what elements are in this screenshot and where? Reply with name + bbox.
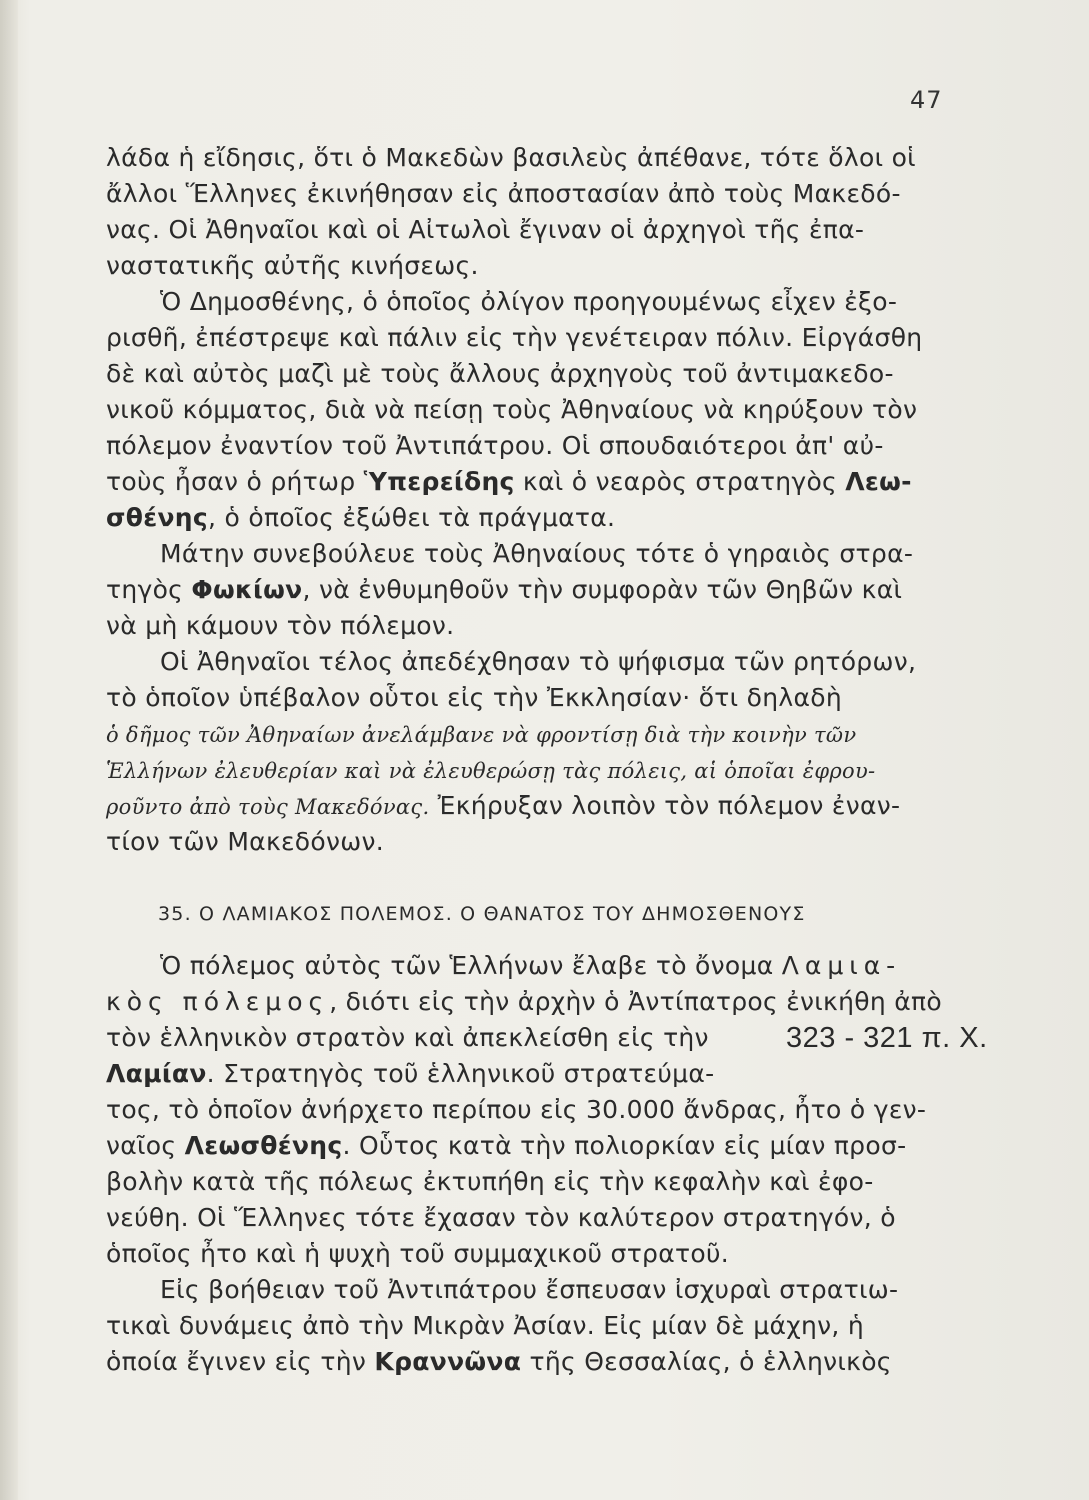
text-line <box>106 752 976 788</box>
text-line: νας. Οἱ Ἀθηναῖοι καὶ οἱ Αἰτωλοὶ ἔγιναν οἱ ἀρχηγοὶ τῆς ἐπα- <box>106 215 865 244</box>
body-text <box>106 140 988 1380</box>
text-run: τῆς Θεσσαλίας, ὁ ἑλληνικὸς <box>521 1347 892 1376</box>
text-line <box>106 1128 976 1164</box>
text-line <box>106 1020 988 1056</box>
text-run: , νὰ ἐνθυμηθοῦν τὴν συμφορὰν τῶν Θηβῶν καὶ <box>302 575 903 604</box>
text-line <box>106 788 976 824</box>
text-line <box>106 1344 976 1380</box>
text-run: , διότι εἰς τὴν ἀρχὴν ὁ Ἀντίπατρος ἐνικήθη ἀπὸ <box>329 987 942 1016</box>
text-run: τὸν ἑλληνικὸν στρατὸν καὶ ἀπεκλείσθη εἰς τὴν <box>106 1023 709 1052</box>
name-leosthenes-part: Λεω- <box>845 467 912 496</box>
name-leosthenes: Λεωσθένης <box>184 1131 343 1160</box>
text-run: . Στρατηγὸς τοῦ ἑλληνικοῦ στρατεύμα- <box>206 1059 715 1088</box>
text-line: τος, τὸ ὁποῖον ἀνήρχετο περίπου εἰς 30.000 ἄνδρας, ἦτο ὁ γεν- <box>106 1095 927 1124</box>
text-line: πόλεμον ἐναντίον τοῦ Ἀντιπάτρου. Οἱ σπουδαιότεροι ἀπ' αὐ- <box>106 431 884 460</box>
name-krannon: Κραννῶνα <box>374 1347 522 1376</box>
text-line: ρισθῆ, ἐπέστρεψε καὶ πάλιν εἰς τὴν γενέτειραν πόλιν. Εἰργάσθη <box>106 323 923 352</box>
paragraph <box>106 140 976 284</box>
text-run: καὶ ὁ νεαρὸς στρατηγὸς <box>514 467 846 496</box>
text-run: Ὁ πόλεμος αὐτὸς τῶν Ἑλλήνων ἔλαβε τὸ ὄνομα <box>160 951 782 980</box>
date-margin-note: 323 - 321 π. Χ. <box>786 1022 988 1054</box>
name-leosthenes-part: σθένης <box>106 503 209 532</box>
spaced-term: κὸς πόλεμος <box>106 987 330 1016</box>
paragraph <box>106 536 976 644</box>
text-line: Μάτην συνεβούλευε τοὺς Ἀθηναίους τότε ὁ γηραιὸς στρα- <box>160 539 914 568</box>
text-line: λάδα ἡ εἴδησις, ὅτι ὁ Μακεδὼν βασιλεὺς ἀπέθανε, τότε ὅλοι οἱ <box>106 143 916 172</box>
text-line <box>106 464 976 500</box>
text-line: νικοῦ κόμματος, διὰ νὰ πείσῃ τοὺς Ἀθηναίους νὰ κηρύξουν τὸν <box>106 395 918 424</box>
page-number: 47 <box>910 86 943 114</box>
text-line <box>106 572 976 608</box>
text-line: Εἰς βοήθειαν τοῦ Ἀντιπάτρου ἔσπευσαν ἰσχυραὶ στρατιω- <box>160 1275 899 1304</box>
page-spine-shadow <box>0 0 18 1500</box>
text-line <box>106 948 976 984</box>
text-line: Ὁ Δημοσθένης, ὁ ὁποῖος ὀλίγον προηγουμένως εἶχεν ἐξο- <box>160 287 898 316</box>
text-run: τοὺς ἦσαν ὁ ρήτωρ <box>106 467 364 496</box>
text-line: βολὴν κατὰ τῆς πόλεως ἐκτυπήθη εἰς τὴν κεφαλὴν καὶ ἐφο- <box>106 1167 874 1196</box>
text-line: ὁποῖος ἦτο καὶ ἡ ψυχὴ τοῦ συμμαχικοῦ στρατοῦ. <box>106 1239 729 1268</box>
decree-quote: Ἑλλήνων ἐλευθερίαν καὶ νὰ ἐλευθερώσῃ τὰς πόλεις, αἱ ὁποῖαι ἐφρου- <box>106 759 876 783</box>
text-run: Ἐκήρυξαν λοιπὸν τὸν πόλεμον ἐναν- <box>429 791 901 820</box>
paragraph <box>106 644 976 860</box>
section-title: 35. Ο ΛΑΜΙΑΚΟΣ ΠΟΛΕΜΟΣ. Ο ΘΑΝΑΤΟΣ ΤΟΥ ΔΗΜΟΣΘΕΝΟΥΣ <box>158 903 806 925</box>
text-run: . Οὗτος κατὰ τὴν πολιορκίαν εἰς μίαν προσ- <box>342 1131 907 1160</box>
paragraph <box>106 1272 976 1380</box>
decree-quote: ροῦντο ἀπὸ τοὺς Μακεδόνας. <box>106 795 430 819</box>
text-line <box>106 984 976 1020</box>
paragraph <box>106 948 988 1272</box>
text-run: τηγὸς <box>106 575 192 604</box>
text-run: ὁποία ἔγινεν εἰς τὴν <box>106 1347 375 1376</box>
decree-quote: ὁ δῆμος τῶν Ἀθηναίων ἀνελάμβανε νὰ φροντίσῃ διὰ τὴν κοινὴν τῶν <box>106 723 857 747</box>
text-line: ναστατικῆς αὐτῆς κινήσεως. <box>106 251 479 280</box>
paragraph <box>106 284 976 536</box>
name-phocion: Φωκίων <box>191 575 303 604</box>
name-hypereides: Ὑπερείδης <box>363 467 515 496</box>
text-line: Οἱ Ἀθηναῖοι τέλος ἀπεδέχθησαν τὸ ψήφισμα τῶν ρητόρων, <box>160 647 917 676</box>
spaced-term: Λαμια- <box>781 951 902 980</box>
text-line: ἄλλοι Ἕλληνες ἐκινήθησαν εἰς ἀποστασίαν ἀπὸ τοὺς Μακεδό- <box>106 179 901 208</box>
text-line: νὰ μὴ κάμουν τὸν πόλεμον. <box>106 611 455 640</box>
text-line: τὸ ὁποῖον ὑπέβαλον οὗτοι εἰς τὴν Ἐκκλησίαν· ὅτι δηλαδὴ <box>106 683 843 712</box>
text-line: νεύθη. Οἱ Ἕλληνες τότε ἔχασαν τὸν καλύτερον στρατηγόν, ὁ <box>106 1203 896 1232</box>
name-lamia: Λαμίαν <box>106 1059 207 1088</box>
text-run: , ὁ ὁποῖος ἐξώθει τὰ πράγματα. <box>208 503 616 532</box>
text-line: δὲ καὶ αὐτὸς μαζὶ μὲ τοὺς ἄλλους ἀρχηγοὺς τοῦ ἀντιμακεδο- <box>106 359 894 388</box>
text-line <box>106 716 976 752</box>
text-line: τίον τῶν Μακεδόνων. <box>106 827 385 856</box>
text-line <box>106 1056 976 1092</box>
text-line <box>106 500 976 536</box>
text-line: τικαὶ δυνάμεις ἀπὸ τὴν Μικρὰν Ἀσίαν. Εἰς μίαν δὲ μάχην, ἡ <box>106 1311 865 1340</box>
text-run: ναῖος <box>106 1131 185 1160</box>
